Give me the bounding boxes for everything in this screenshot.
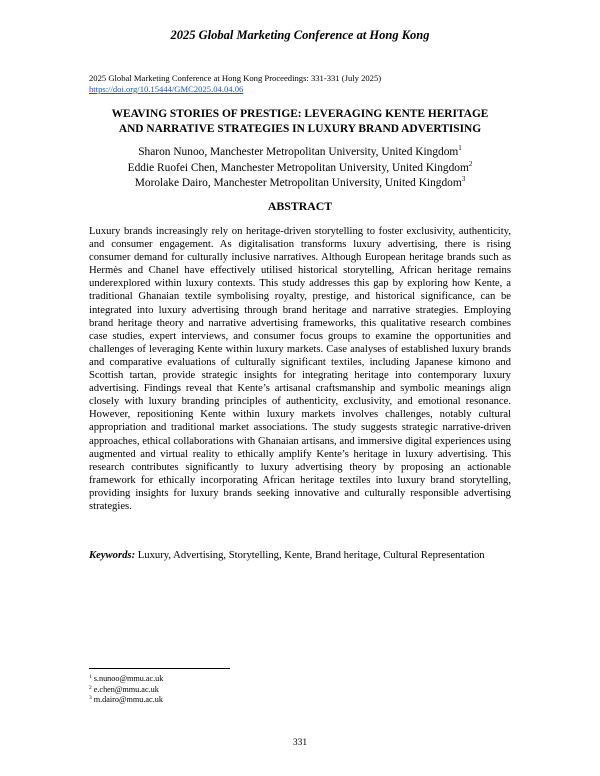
author-email: m.dairo@mmu.ac.uk bbox=[93, 695, 163, 705]
doi-link[interactable]: https://doi.org/10.15444/GMC2025.04.04.06 bbox=[89, 84, 244, 94]
author-entry: Morolake Dairo, Manchester Metropolitan University, United Kingdom$^3$ bbox=[134, 175, 466, 189]
title-line-2: AND NARRATIVE STRATEGIES IN LUXURY BRAND ADVERTISING bbox=[118, 123, 482, 135]
author-email: e.chen@mmu.ac.uk bbox=[93, 684, 159, 694]
running-header: 2025 Global Marketing Conference at Hong Kong bbox=[170, 28, 430, 42]
abstract-text: Luxury brands increasingly rely on heritage-driven storytelling to foster exclusivity, authenticity, and consumer engagement. As digitalisation transforms luxury advertising, there is rising consumer demand for culturally inclusive narratives. Although European heritage brands such as Hermès and Chanel have effectively utilised historical storytelling, African heritage remains underexplored within luxury contexts. This study addresses this gap by exploring how Kente, a traditional Ghanaian textile symbolising royalty, prestige, and historical significance, can be integrated into luxury advertising through brand heritage and narrative strategies. Employing brand heritage theory and narrative advertising frameworks, this qualitative research combines case studies, expert interviews, and consumer focus groups to examine the opportunities and challenges of leveraging Kente within luxury markets. Case analyses of established luxury brands and comparative evaluations of culturally significant textiles, including Japanese kimono and Scottish tartan, provide strategic insights for integrating heritage into contemporary luxury advertising. Findings reveal that Kente’s artisanal craftsmanship and symbolic meanings align closely with luxury branding principles of authenticity, exclusivity, and emotional resonance. However, repositioning Kente within luxury markets involves challenges, notably cultural appropriation and traditional market associations. The study suggests strategic narrative-driven approaches, ethical collaborations with Ghanaian artisans, and immersive digital experiences using augmented and virtual reality to ethically amplify Kente’s heritage in luxury advertising. This research contributes significantly to luxury advertising theory by proposing an actionable framework for ethically incorporating African heritage textiles into luxury brand storytelling, providing insights for luxury brands seeking innovative and culturally responsible advertising strategies. bbox=[89, 226, 511, 512]
footnote-divider bbox=[89, 668, 230, 669]
footnote-mark: 2 bbox=[468, 159, 473, 168]
page-number: 331 bbox=[292, 738, 308, 748]
proceedings-citation: 2025 Global Marketing Conference at Hong Kong Proceedings: 331-331 (July 2025) bbox=[89, 73, 382, 83]
keywords bbox=[89, 549, 511, 562]
footnote: $^2$ e.chen@mmu.ac.uk bbox=[89, 684, 159, 694]
footnote-mark: 3 bbox=[461, 175, 466, 183]
title-line-1: WEAVING STORIES OF PRESTIGE: LEVERAGING KENTE HERITAGE bbox=[111, 108, 489, 120]
keywords-label: Keywords: bbox=[89, 550, 136, 561]
footnote: $^3$ m.dairo@mmu.ac.uk bbox=[89, 695, 163, 705]
footnote: $^1$ s.nunoo@mmu.ac.uk bbox=[89, 674, 164, 683]
footnote-mark: 1 bbox=[458, 144, 462, 152]
author-entry: Sharon Nunoo, Manchester Metropolitan University, United Kingdom$^1$ bbox=[138, 144, 462, 158]
keywords-list: Luxury, Advertising, Storytelling, Kente, Brand heritage, Cultural Representation bbox=[137, 550, 485, 561]
author-entry: Eddie Ruofei Chen, Manchester Metropolitan University, United Kingdom$^2$ bbox=[127, 159, 473, 174]
author-list bbox=[40, 145, 560, 192]
abstract-heading: ABSTRACT bbox=[267, 199, 333, 213]
footnotes bbox=[89, 674, 163, 706]
author-email: s.nunoo@mmu.ac.uk bbox=[93, 674, 164, 683]
paper-title bbox=[40, 107, 560, 137]
proceedings-info bbox=[89, 73, 381, 95]
